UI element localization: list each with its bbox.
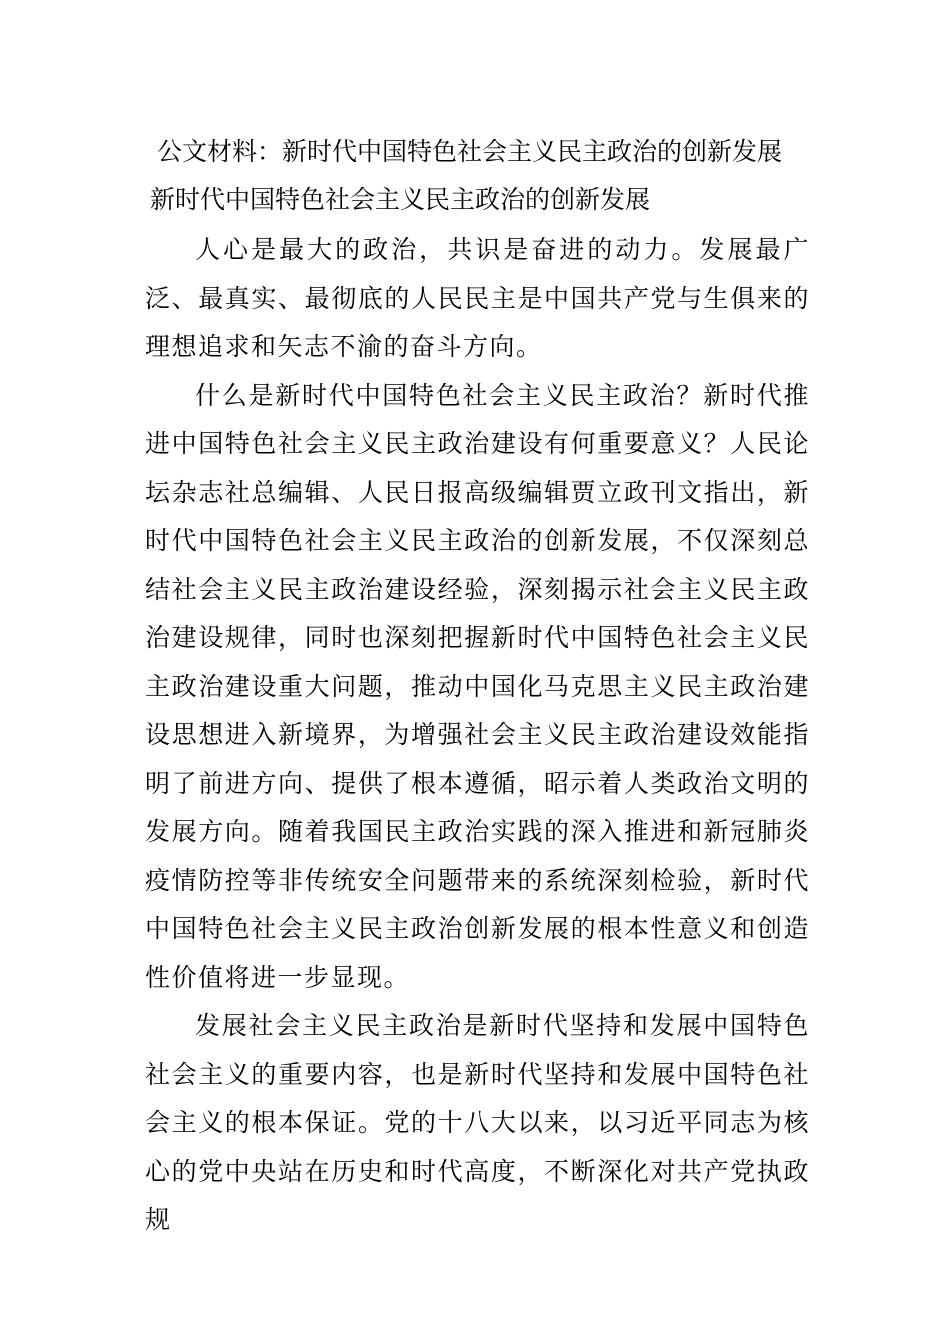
document-title: 公文材料：新时代中国特色社会主义民主政治的创新发展 <box>157 137 783 166</box>
paragraph: 人心是最大的政治，共识是奋进的动力。发展最广泛、最真实、最彻底的人民民主是中国共产党与生俱来的理想追求和矢志不渝的奋斗方向。 <box>145 235 810 361</box>
document-body <box>145 226 810 1245</box>
paragraph: 什么是新时代中国特色社会主义民主政治？新时代推进中国特色社会主义民主政治建设有何重要意义？人民论坛杂志社总编辑、人民日报高级编辑贾立政刊文指出，新时代中国特色社会主义民主政治的创新发展，不仅深刻总结社会主义民主政治建设经验，深刻揭示社会主义民主政治建设规律，同时也深刻把握新时代中国特色社会主义民主政治建设重大问题，推动中国化马克思主义民主政治建设思想进入新境界，为增强社会主义民主政治建设效能指明了前进方向、提供了根本遵循，昭示着人类政治文明的发展方向。随着我国民主政治实践的深入推进和新冠肺炎疫情防控等非传统安全问题带来的系统深刻检验，新时代中国特色社会主义民主政治创新发展的根本性意义和创造性价值将进一步显现。 <box>145 380 810 992</box>
paragraph: 发展社会主义民主政治是新时代坚持和发展中国特色社会主义的重要内容，也是新时代坚持和发展中国特色社会主义的根本保证。党的十八大以来，以习近平同志为核心的党中央站在历史和时代高度，不断深化对共产党执政规 <box>145 1011 810 1234</box>
document-subtitle: 新时代中国特色社会主义民主政治的创新发展 <box>150 185 651 214</box>
